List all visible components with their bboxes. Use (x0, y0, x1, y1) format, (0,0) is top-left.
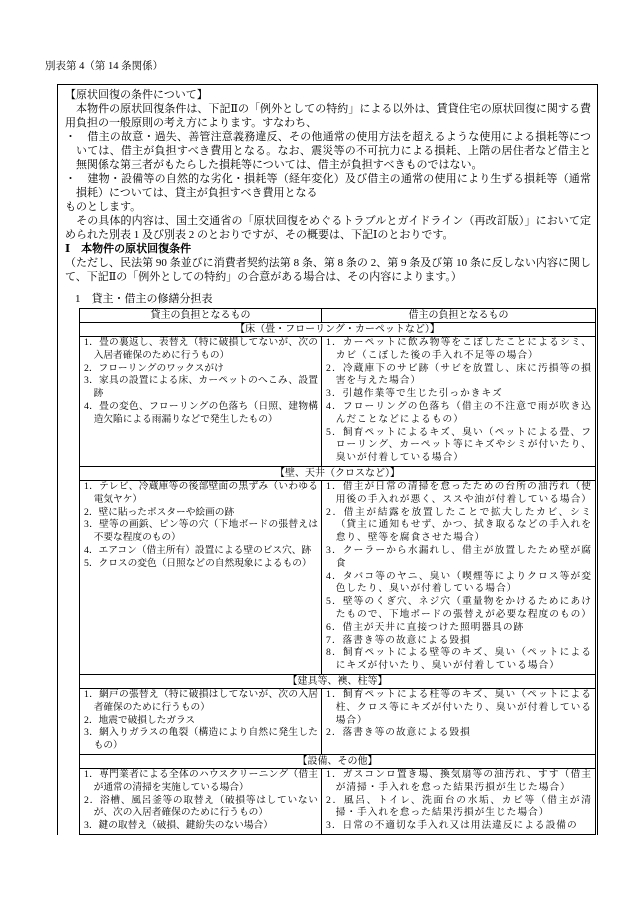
list-item: 7．落書き等の故意による毀損 (326, 634, 471, 646)
table-row (80, 337, 596, 467)
equipment-tenant-cell (322, 768, 596, 834)
list-item: 4．フローリングの色落ち（借主の不注意で雨が吹き込んだことなどによるもの） (326, 400, 592, 425)
list-item: 4．タバコ等のヤニ、臭い（喫煙等によりクロス等が変色したり、臭いが付着している場合） (326, 570, 592, 595)
list-item: 2．風呂、トイレ、洗面台の水垢、カビ等（借主が清掃・手入れを怠った結果汚損が生じた場合） (326, 794, 592, 819)
column-header-tenant: 借主の負担となるもの (322, 309, 596, 323)
list-item: 1．専門業者による全体のハウスクリーニング（借主が通常の清掃を実施している場合） (84, 768, 318, 793)
section-header-fittings-label: 【建具等、襖、柱等】 (80, 674, 596, 688)
section-header-equipment (80, 754, 596, 768)
floor-tenant-cell (322, 337, 596, 467)
list-item: 1．借主が日常の清掃を怠ったための台所の油汚れ（使用後の手入れが悪く、ススや油が付着している場合） (326, 480, 592, 505)
page-title: 別表第 4（第 14 条関係） (45, 61, 164, 72)
list-item: 3．家具の設置による床、カーペットのへこみ、設置跡 (84, 375, 318, 400)
list-item: 4．エアコン（借主所有）設置による壁のビス穴、跡 (84, 544, 312, 556)
list-item: 3．日常の不適切な手入れ又は用法違反による設備の (326, 820, 578, 832)
section-header-wall-ceiling (80, 466, 596, 480)
restoration-conditions-box (57, 84, 598, 835)
bullet-landlord-burden: ・ 建物・設備等の自然的な劣化・損耗等（経年変化）及び借主の通常の使用により生ずる損耗等（通常損耗）については、貸主が負担すべき費用となる (65, 173, 591, 199)
section-header-floor (80, 323, 596, 337)
section-header-fittings (80, 674, 596, 688)
list-item: 1．飼育ペットによる柱等のキズ、臭い（ペットによる柱、クロス等にキズが付いたり、臭いが付着している場合） (326, 688, 592, 726)
table-row (80, 768, 596, 834)
section-header-equipment-label: 【設備、その他】 (80, 754, 596, 768)
bullet-tenant-burden: ・ 借主の故意・過失、善管注意義務違反、その他通常の使用方法を超えるような使用による損耗等については、借主が負担すべき費用となる。なお、震災等の不可抗力による損耗、上階の居住者など借主と無関係な第三者がもたらした損耗等については、借主が負担すべきものではない。 (65, 131, 591, 171)
column-header-landlord: 貸主の負担となるもの (80, 309, 322, 323)
fittings-landlord-cell (80, 688, 322, 754)
table-row (80, 688, 596, 754)
intro-paragraph-general: 本物件の原状回復条件は、下記Ⅱの「例外としての特約」による以外は、賃貸住宅の原状回復に関する費用負担の一般原則の考え方によります。すなわち、 (65, 103, 591, 129)
section1-note: （ただし、民法第 90 条並びに消費者契約法第 8 条、第 8 条の 2、第 9 条及び第 10 条に反しない内容に関して、下記Ⅱの「例外としての特約」の合意がある場合は、その内容によります。） (65, 257, 591, 283)
list-item: 3．壁等の画鋲、ピン等の穴（下地ボードの張替えは不要な程度のもの） (84, 519, 318, 544)
list-item: 3．鍵の取替え（破損、鍵紛失のない場合） (84, 820, 273, 832)
list-item: 1．網戸の張替え（特に破損はしてないが、次の入居者確保のために行うもの） (84, 688, 318, 713)
section1-heading: Ⅰ 本物件の原状回復条件 (65, 243, 192, 255)
intro-paragraph-close: ものとします。 (65, 201, 142, 213)
list-item: 2．冷蔵庫下のサビ跡（サビを放置し、床に汚損等の損害を与えた場合） (326, 362, 592, 387)
equipment-landlord-cell (80, 768, 322, 834)
list-item: 2．落書き等の故意による毀損 (326, 727, 471, 739)
repair-share-table (79, 308, 596, 835)
list-item: 1．ガスコンロ置き場、換気扇等の油汚れ、すす（借主が清掃・手入れを怠った結果汚損が生じた場合） (326, 768, 592, 793)
fittings-tenant-cell (322, 688, 596, 754)
list-item: 5．壁等のくぎ穴、ネジ穴（重量物をかけるためにあけたもので、下地ボードの張替えが必要な程度のもの） (326, 596, 592, 620)
wall-landlord-cell (80, 480, 322, 674)
table-row (80, 480, 596, 674)
section-header-floor-label: 【床（畳・フローリング・カーペットなど）】 (80, 323, 596, 337)
list-item: 2．フローリングのワックスがけ (84, 362, 224, 374)
intro-paragraph-guideline: その具体的内容は、国土交通省の「原状回復をめぐるトラブルとガイドライン（再改訂版）」において定められた別表 1 及び別表 2 のとおりですが、その概要は、下記Ⅰのとおりです。 (65, 215, 591, 241)
list-item: 1．畳の裏返し、表替え（特に破損してないが、次の入居者確保のために行うもの） (84, 337, 318, 361)
list-item: 5．飼育ペットによるキズ、臭い（ペットによる畳、フローリング、カーペット等にキズやシミが付いたり、臭いが付着している場合） (326, 426, 592, 464)
list-item: 4．畳の変色、フローリングの色落ち（日照、建物構造欠陥による雨漏りなどで発生したもの） (84, 400, 318, 425)
list-item: 3．引越作業等で生じた引っかきキズ (326, 388, 503, 400)
list-item: 2．地震で破損したガラス (84, 714, 196, 726)
list-item: 8．飼育ペットによる壁等のキズ、臭い（ペットによるにキズが付いたり、臭いが付着している場合） (326, 647, 592, 672)
table-header-row (80, 309, 596, 323)
list-item: 2．壁に貼ったポスターや絵画の跡 (84, 506, 235, 518)
section-header-wall-label: 【壁、天井（クロスなど）】 (80, 466, 596, 480)
table-caption: 1 貸主・借主の修繕分担表 (75, 293, 213, 305)
list-item: 1．テレビ、冷蔵庫等の後部壁面の黒ずみ（いわゆる電気ヤケ） (84, 480, 318, 505)
list-item: 3．クーラーから水漏れし、借主が放置したため壁が腐食 (326, 544, 592, 569)
floor-landlord-cell (80, 337, 322, 467)
wall-tenant-cell (322, 480, 596, 674)
conditions-heading: 【原状回復の条件について】 (65, 89, 208, 101)
list-item: 2．浴槽、風呂釜等の取替え（破損等はしていないが、次の入居者確保のために行うもの） (84, 794, 318, 819)
list-item: 3．網入りガラスの亀裂（構造により自然に発生したもの） (84, 727, 318, 752)
list-item: 5．クロスの変色（日照などの自然現象によるもの） (84, 557, 312, 569)
list-item: 1．カーペットに飲み物等をこぼしたことによるシミ、カビ（こぼした後の手入れ不足等の場合） (326, 337, 592, 361)
list-item: 2．借主が結露を放置したことで拡大したカビ、シミ（貸主に通知もせず、かつ、拭き取るなどの手入れを怠り、壁等を腐食させた場合） (326, 506, 592, 544)
list-item: 6．借主が天井に直接つけた照明器具の跡 (326, 621, 525, 633)
